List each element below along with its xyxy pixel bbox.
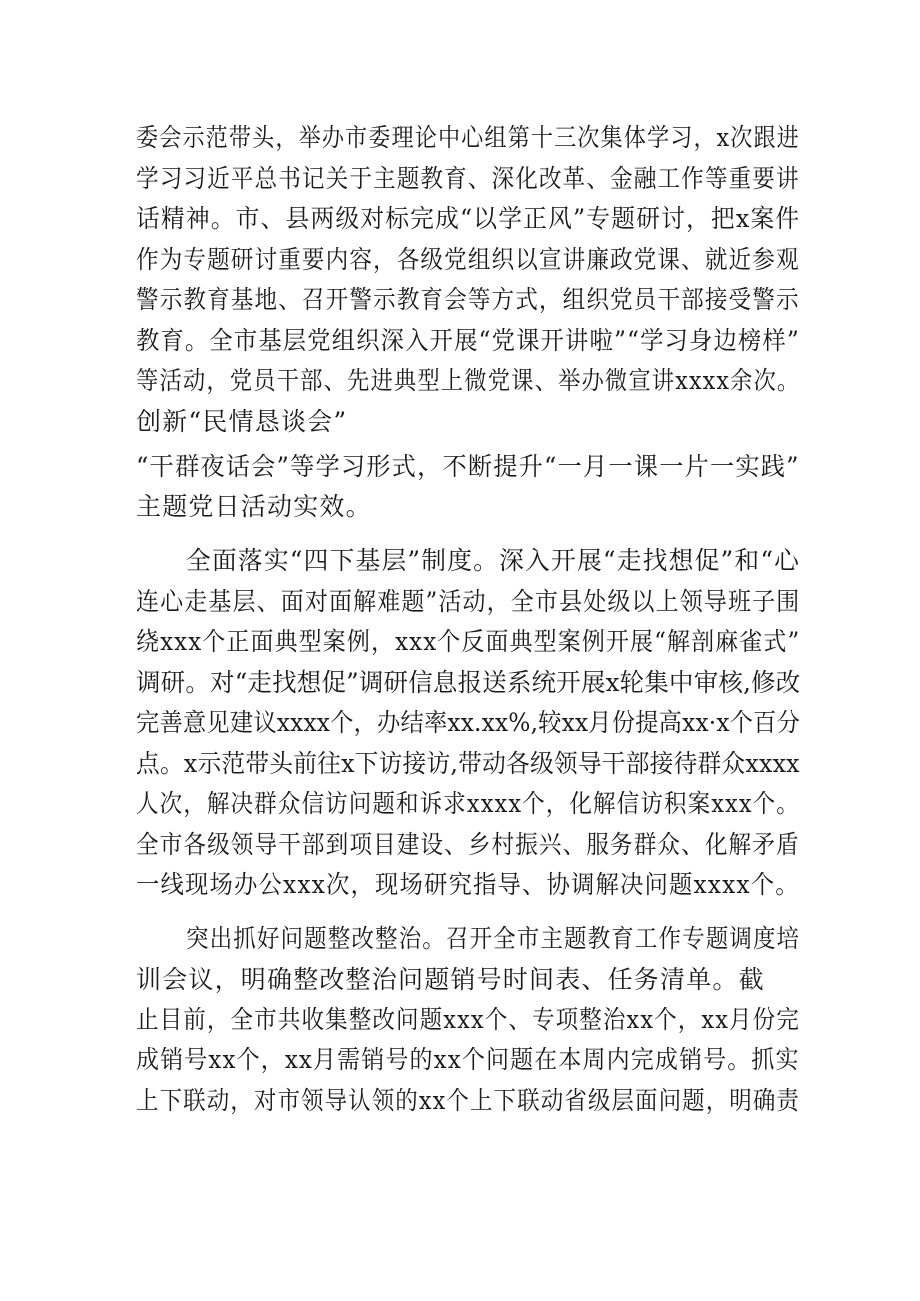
text-line: 完善意见建议xxxx个，办结率xx.xx%,较xx月份提高xx·x个百分 [136,708,801,737]
text-line: 学习习近平总书记关于主题教育、深化改革、金融工作等重要讲 [136,164,800,193]
paragraph-first-line: 突出抓好问题整改整治。召开全市主题教育工作专题调度培 [186,924,801,953]
paragraph-first-line: 全面落实“四下基层”制度。深入开展“走找想促”和“心 [186,546,801,575]
text-line: 主题党日活动实效。 [136,492,372,521]
text-line: 全市各级领导干部到项目建设、乡村振兴、服务群众、化解矛盾 [136,830,800,859]
text-line: 人次，解决群众信访问题和诉求xxxx个，化解信访积案xxx个。 [136,789,800,818]
text-line: 警示教育基地、召开警示教育会等方式，组织党员干部接受警示 [136,285,800,314]
text-line: 成销号xx个，xx月需销号的xx个问题在本周内完成销号。抓实 [136,1045,800,1074]
text-line: 教育。全市基层党组织深入开展“党课开讲啦”“学习身边榜样” [136,326,800,355]
text-line: 作为专题研讨重要内容，各级党组织以宣讲廉政党课、就近参观 [136,245,800,274]
text-line: “干群夜话会”等学习形式，不断提升“一月一课一片一实践” [136,452,800,481]
text-line: 止目前，全市共收集整改问题xxx个、专项整治xx个，xx月份完 [136,1005,800,1034]
text-line: 话精神。市、县两级对标完成“以学正风”专题研讨，把x案件 [136,204,801,233]
text-line: 点。x示范带头前往x下访接访,带动各级领导干部接待群众xxxx [136,749,800,778]
text-line: 连心走基层、面对面解难题”活动，全市县处级以上领导班子围 [136,587,801,616]
text-line: 一线现场办公xxx次，现场研究指导、协调解决问题xxxx个。 [136,870,800,899]
text-line: 等活动，党员干部、先进典型上微党课、举办微宣讲xxxx余次。 [136,366,801,395]
text-line: 创新“民情恳谈会” [136,407,348,436]
text-line: 委会示范带头，举办市委理论中心组第十三次集体学习，x次跟进 [136,123,800,152]
text-line: 上下联动，对市领导认领的xx个上下联动省级层面问题，明确责 [136,1086,801,1115]
text-line: 绕xxx个正面典型案例，xxx个反面典型案例开展“解剖麻雀式” [136,627,801,656]
text-line: 训会议，明确整改整治问题销号时间表、任务清单。截 [136,965,765,994]
text-line: 调研。对“走找想促”调研信息报送系统开展x轮集中审核,修改 [136,668,801,697]
